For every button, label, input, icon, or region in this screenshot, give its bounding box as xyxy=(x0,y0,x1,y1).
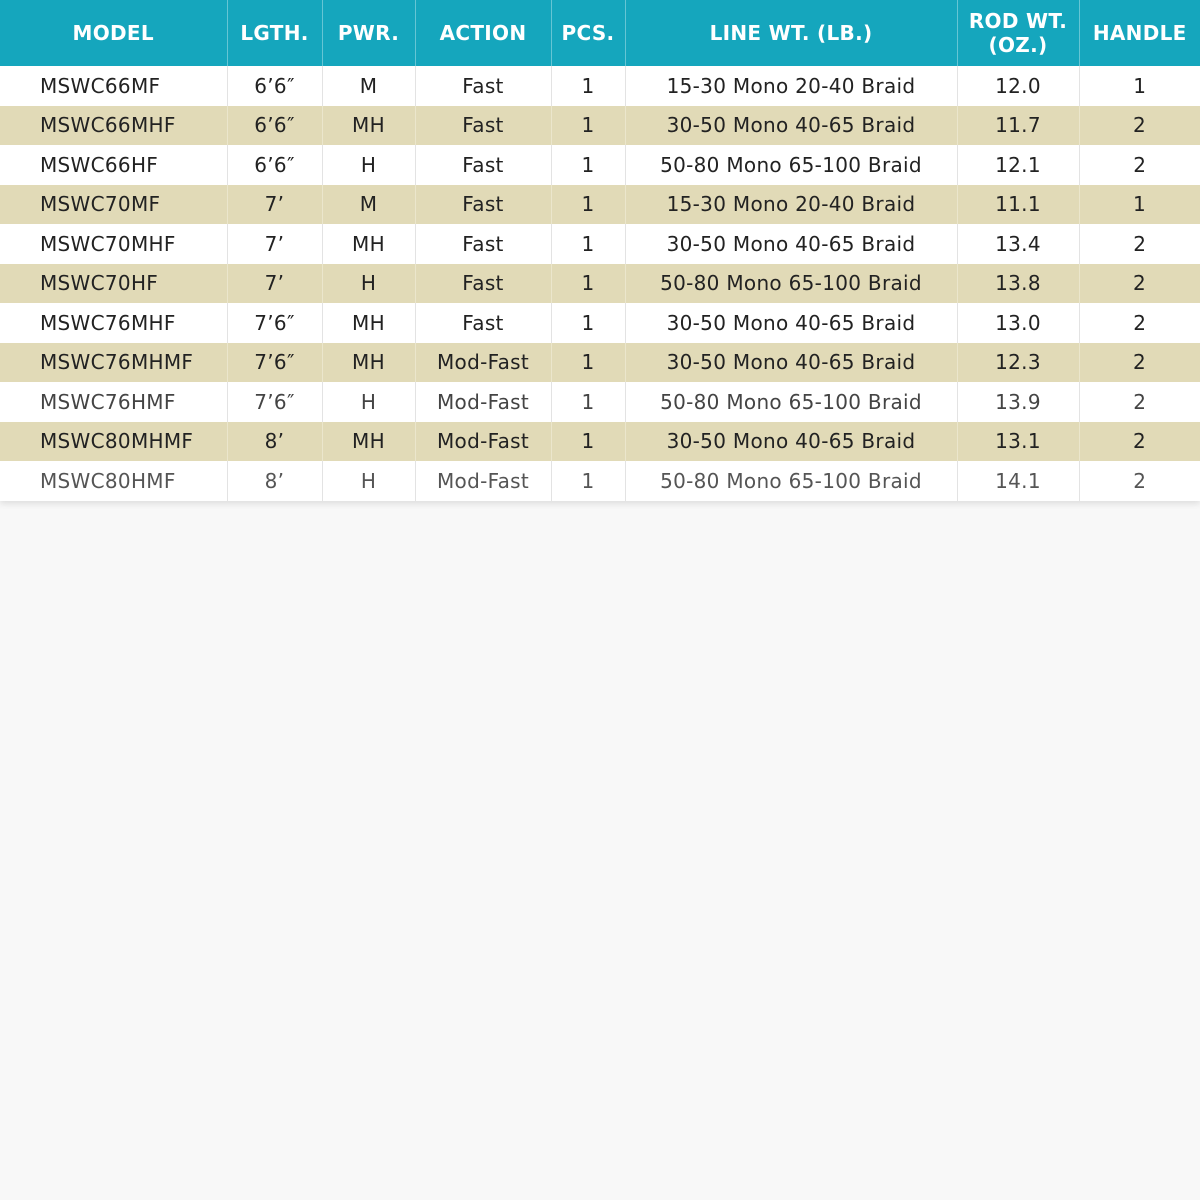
table-row xyxy=(0,66,1200,106)
cell-pieces: 1 xyxy=(551,185,625,225)
cell-line-weight: 30-50 Mono 40-65 Braid xyxy=(625,343,957,383)
table-row xyxy=(0,343,1200,383)
cell-pieces: 1 xyxy=(551,461,625,501)
cell-action: Fast xyxy=(415,264,551,304)
table-row xyxy=(0,224,1200,264)
table-body xyxy=(0,66,1200,501)
cell-length: 7’6″ xyxy=(227,382,322,422)
cell-power: H xyxy=(322,264,415,304)
cell-model: MSWC70HF xyxy=(0,264,227,304)
table-row xyxy=(0,461,1200,501)
cell-rod-weight: 13.1 xyxy=(957,422,1079,462)
cell-pieces: 1 xyxy=(551,224,625,264)
cell-length: 6’6″ xyxy=(227,145,322,185)
header-handle: HANDLE xyxy=(1092,21,1187,45)
header-action: ACTION xyxy=(415,0,551,66)
cell-line-weight: 30-50 Mono 40-65 Braid xyxy=(625,422,957,462)
cell-line-weight: 30-50 Mono 40-65 Braid xyxy=(625,303,957,343)
cell-length: 7’6″ xyxy=(227,343,322,383)
cell-model: MSWC76MHMF xyxy=(0,343,227,383)
cell-handle: 1 xyxy=(1079,185,1200,225)
header-length: LGTH. xyxy=(227,0,322,66)
cell-action: Fast xyxy=(415,66,551,106)
cell-length: 7’6″ xyxy=(227,303,322,343)
table-row xyxy=(0,422,1200,462)
cell-line-weight: 50-80 Mono 65-100 Braid xyxy=(625,461,957,501)
cell-power: M xyxy=(322,185,415,225)
cell-line-weight: 50-80 Mono 65-100 Braid xyxy=(625,382,957,422)
cell-power: MH xyxy=(322,106,415,146)
cell-pieces: 1 xyxy=(551,382,625,422)
cell-power: H xyxy=(322,145,415,185)
cell-rod-weight: 12.1 xyxy=(957,145,1079,185)
cell-length: 8’ xyxy=(227,422,322,462)
cell-power: MH xyxy=(322,224,415,264)
cell-pieces: 1 xyxy=(551,145,625,185)
cell-rod-weight: 13.0 xyxy=(957,303,1079,343)
cell-action: Fast xyxy=(415,106,551,146)
header-power: PWR. xyxy=(322,0,415,66)
cell-rod-weight: 12.3 xyxy=(957,343,1079,383)
cell-rod-weight: 13.9 xyxy=(957,382,1079,422)
table-row xyxy=(0,185,1200,225)
header-rod-weight-line2: (OZ.) xyxy=(988,33,1048,57)
cell-model: MSWC80MHMF xyxy=(0,422,227,462)
cell-power: H xyxy=(322,382,415,422)
cell-action: Fast xyxy=(415,303,551,343)
cell-length: 6’6″ xyxy=(227,66,322,106)
cell-model: MSWC76HMF xyxy=(0,382,227,422)
cell-action: Fast xyxy=(415,224,551,264)
cell-power: MH xyxy=(322,422,415,462)
cell-line-weight: 30-50 Mono 40-65 Braid xyxy=(625,224,957,264)
cell-line-weight: 15-30 Mono 20-40 Braid xyxy=(625,185,957,225)
cell-rod-weight: 11.7 xyxy=(957,106,1079,146)
cell-line-weight: 15-30 Mono 20-40 Braid xyxy=(625,66,957,106)
header-rod-weight-line1: ROD WT. xyxy=(968,9,1068,33)
cell-line-weight: 30-50 Mono 40-65 Braid xyxy=(625,106,957,146)
cell-pieces: 1 xyxy=(551,264,625,304)
cell-power: MH xyxy=(322,343,415,383)
cell-line-weight: 50-80 Mono 65-100 Braid xyxy=(625,145,957,185)
cell-pieces: 1 xyxy=(551,66,625,106)
cell-handle: 2 xyxy=(1133,468,1147,493)
cell-handle: 2 xyxy=(1079,106,1200,146)
cell-pieces: 1 xyxy=(551,303,625,343)
cell-rod-weight: 14.1 xyxy=(957,461,1079,501)
cell-handle: 2 xyxy=(1079,264,1200,304)
header-rod-weight xyxy=(957,0,1079,66)
cell-rod-weight: 11.1 xyxy=(957,185,1079,225)
cell-handle: 2 xyxy=(1079,343,1200,383)
cell-handle: 2 xyxy=(1133,389,1147,414)
cell-pieces: 1 xyxy=(551,343,625,383)
cell-action: Mod-Fast xyxy=(415,422,551,462)
cell-power: H xyxy=(322,461,415,501)
cell-model: MSWC80HMF xyxy=(0,461,227,501)
table-row xyxy=(0,106,1200,146)
table-row xyxy=(0,264,1200,304)
cell-action: Fast xyxy=(415,145,551,185)
cell-model: MSWC66HF xyxy=(0,145,227,185)
cell-handle: 2 xyxy=(1133,231,1147,256)
cell-handle: 1 xyxy=(1133,73,1147,98)
cell-model: MSWC70MHF xyxy=(0,224,227,264)
table-row xyxy=(0,145,1200,185)
cell-model: MSWC70MF xyxy=(0,185,227,225)
cell-length: 7’ xyxy=(227,224,322,264)
cell-pieces: 1 xyxy=(551,422,625,462)
cell-action: Mod-Fast xyxy=(415,382,551,422)
cell-pieces: 1 xyxy=(551,106,625,146)
cell-length: 8’ xyxy=(227,461,322,501)
cell-model: MSWC66MHF xyxy=(0,106,227,146)
cell-handle: 2 xyxy=(1133,152,1147,177)
rod-spec-card xyxy=(0,0,1200,501)
cell-action: Fast xyxy=(415,185,551,225)
cell-length: 7’ xyxy=(227,264,322,304)
table-header xyxy=(0,0,1200,66)
cell-length: 7’ xyxy=(227,185,322,225)
cell-rod-weight: 13.4 xyxy=(957,224,1079,264)
cell-model: MSWC66MF xyxy=(0,66,227,106)
cell-action: Mod-Fast xyxy=(415,461,551,501)
table-row xyxy=(0,303,1200,343)
cell-power: M xyxy=(322,66,415,106)
cell-handle: 2 xyxy=(1133,310,1147,335)
cell-rod-weight: 12.0 xyxy=(957,66,1079,106)
cell-handle: 2 xyxy=(1079,422,1200,462)
table-row xyxy=(0,382,1200,422)
cell-action: Mod-Fast xyxy=(415,343,551,383)
cell-power: MH xyxy=(322,303,415,343)
cell-model: MSWC76MHF xyxy=(0,303,227,343)
rod-spec-table xyxy=(0,0,1200,501)
header-pieces: PCS. xyxy=(551,0,625,66)
cell-rod-weight: 13.8 xyxy=(957,264,1079,304)
cell-length: 6’6″ xyxy=(227,106,322,146)
header-row xyxy=(0,0,1200,66)
header-line-weight: LINE WT. (LB.) xyxy=(625,0,957,66)
header-model: MODEL xyxy=(0,0,227,66)
cell-line-weight: 50-80 Mono 65-100 Braid xyxy=(625,264,957,304)
